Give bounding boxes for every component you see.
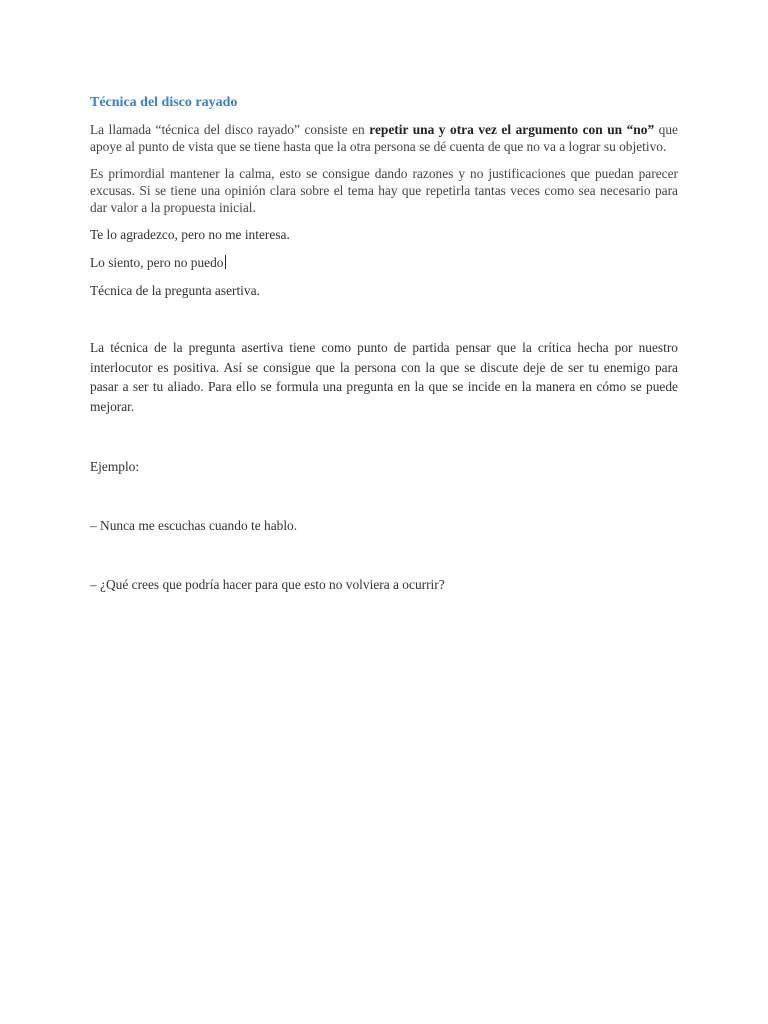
paragraph-calma: Es primordial mantener la calma, esto se consigue dando razones y no justificaciones que puedan parecer excusas. Si se tiene una opinión clara sobre el tema hay que repetirla tantas veces como sea necesario para dar valor a la propuesta inicial. (90, 166, 678, 215)
document-page (90, 94, 678, 593)
dialog-line-1: – Nunca me escuchas cuando te hablo. (90, 518, 298, 533)
paragraph-disco-rayado (90, 121, 678, 155)
example-line-agradezco: Te lo agradezco, pero no me interesa. (90, 227, 290, 242)
subheading-pregunta-asertiva: Técnica de la pregunta asertiva. (90, 283, 260, 298)
paragraph-pregunta-asertiva: La técnica de la pregunta asertiva tiene como punto de partida pensar que la crítica hecha por nuestro interlocutor es positiva. Así se consigue que la persona con la que se discute deje de ser tu enemigo para pasar a ser tu aliado. Para ello se formula una pregunta en la que se incide en la manera en cómo se puede mejorar. (90, 340, 678, 414)
example-label: Ejemplo: (90, 459, 140, 474)
example-line-lo-siento[interactable] (90, 254, 678, 271)
dialog-line-2: – ¿Qué crees que podría hacer para que esto no volviera a ocurrir? (90, 577, 445, 592)
paragraph-text: que apoye al punto de vista que se tiene hasta que la otra persona se dé cuenta de que no va a lograr su objetivo. (90, 122, 678, 154)
paragraph-text: La llamada “técnica del disco rayado” consiste en (90, 122, 370, 137)
section-heading: Técnica del disco rayado (90, 95, 238, 110)
text-cursor (225, 255, 226, 269)
example-line-text: Lo siento, pero no puedo (90, 255, 224, 270)
bold-phrase: repetir una y otra vez el argumento con un “no” (369, 122, 655, 137)
